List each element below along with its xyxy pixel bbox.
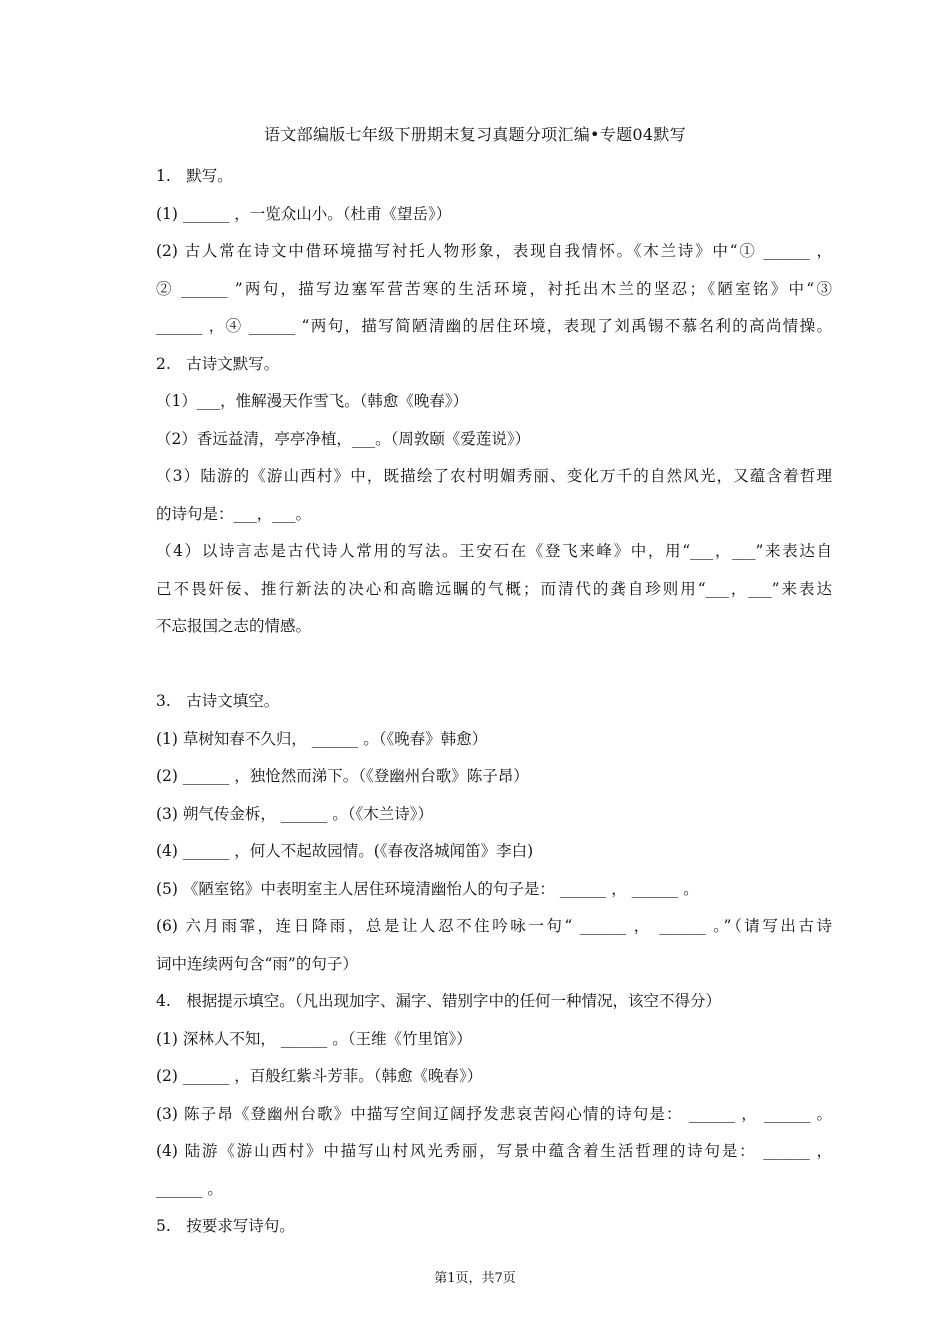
question-2-item-4-line-1: （4）以诗言志是古代诗人常用的写法。王安石在《登飞来峰》中，用“___，___”来表达自	[156, 542, 832, 560]
question-2-item-1: （1）___，惟解漫天作雪飞。（韩愈《晚春》）	[156, 392, 469, 410]
question-3-item-5: (5) 《陋室铭》中表明室主人居住环境清幽怡人的句子是： ______ ， ______ 。	[156, 879, 699, 898]
question-1-item-2-line-3: ______ ，④ ______ “两句，描写简陋清幽的居住环境，表现了刘禹锡不慕名利的高尚情操。	[156, 317, 832, 335]
document-body	[156, 158, 832, 1246]
question-3-item-4: (4) ______ ，何人不起故园情。(《春夜洛城闻笛》李白)	[156, 842, 534, 860]
question-5-heading: 5. 按要求写诗句。	[156, 1217, 295, 1235]
page-title: 语文部编版七年级下册期末复习真题分项汇编•专题04默写	[264, 125, 686, 144]
question-2-item-4-line-3: 不忘报国之志的情感。	[156, 617, 312, 635]
question-4-item-1: (1) 深林人不知， ______ 。（王维《竹里馆》）	[156, 1029, 472, 1048]
question-4-item-4-line-1: (4) 陆游《游山西村》中描写山村风光秀丽，写景中蕴含着生活哲理的诗句是： ______ ，	[156, 1142, 832, 1160]
question-1-item-2-line-2: ② ______ ”两句，描写边塞军营苦寒的生活环境，衬托出木兰的坚忍；《陋室铭》中“③	[156, 279, 832, 298]
question-3-item-3: (3) 朔气传金柝， ______ 。（《木兰诗》）	[156, 804, 433, 823]
question-2-item-3-line-2: 的诗句是：___，___。	[156, 504, 312, 523]
question-2-item-4-line-2: 己不畏奸佞、推行新法的决心和高瞻远瞩的气概；而清代的龚自珍则用“___，___”来表达	[156, 579, 832, 598]
question-2-heading: 2. 古诗文默写。	[156, 354, 280, 373]
question-2-item-2: （2）香远益清，亭亭净植，___。（周敦颐《爱莲说》）	[156, 429, 531, 448]
question-1-item-1: (1) ______ ，一览众山小。（杜甫《望岳》）	[156, 204, 452, 223]
question-4-item-2: (2) ______ ，百般红紫斗芳菲。（韩愈《晚春》）	[156, 1067, 483, 1085]
question-3-item-2: (2) ______ ，独怆然而涕下。（《登幽州台歌》陈子昂）	[156, 767, 529, 785]
question-3-item-1: (1) 草树知春不久归， ______ 。（《晚春》韩愈）	[156, 729, 488, 748]
question-4-item-3: (3) 陈子昂《登幽州台歌》中描写空间辽阔抒发悲哀苦闷心情的诗句是： ______ ， ______ 。	[156, 1104, 832, 1123]
question-3-item-6-line-2: 词中连续两句含“雨”的句子）	[156, 954, 358, 973]
question-3-heading: 3. 古诗文填空。	[156, 692, 280, 710]
page-footer: 第1页，共7页	[434, 1271, 516, 1286]
question-2-item-3-line-1: （3）陆游的《游山西村》中，既描绘了农村明媚秀丽、变化万千的自然风光，又蕴含着哲理	[156, 467, 832, 485]
question-3-item-6-line-1: (6) 六月雨霏，连日降雨，总是让人忍不住吟咏一句“ ______ ， ______ 。”（请写出古诗	[156, 917, 832, 935]
question-1-item-2-line-1: (2) 古人常在诗文中借环境描写衬托人物形象，表现自我情怀。《木兰诗》中“① ______ ，	[156, 242, 832, 260]
question-4-item-4-line-2: ______ 。	[156, 1179, 223, 1198]
question-1-heading: 1. 默写。	[156, 167, 233, 185]
question-4-heading: 4. 根据提示填空。（凡出现加字、漏字、错别字中的任何一种情况，该空不得分）	[156, 992, 722, 1010]
spacer	[156, 646, 832, 684]
